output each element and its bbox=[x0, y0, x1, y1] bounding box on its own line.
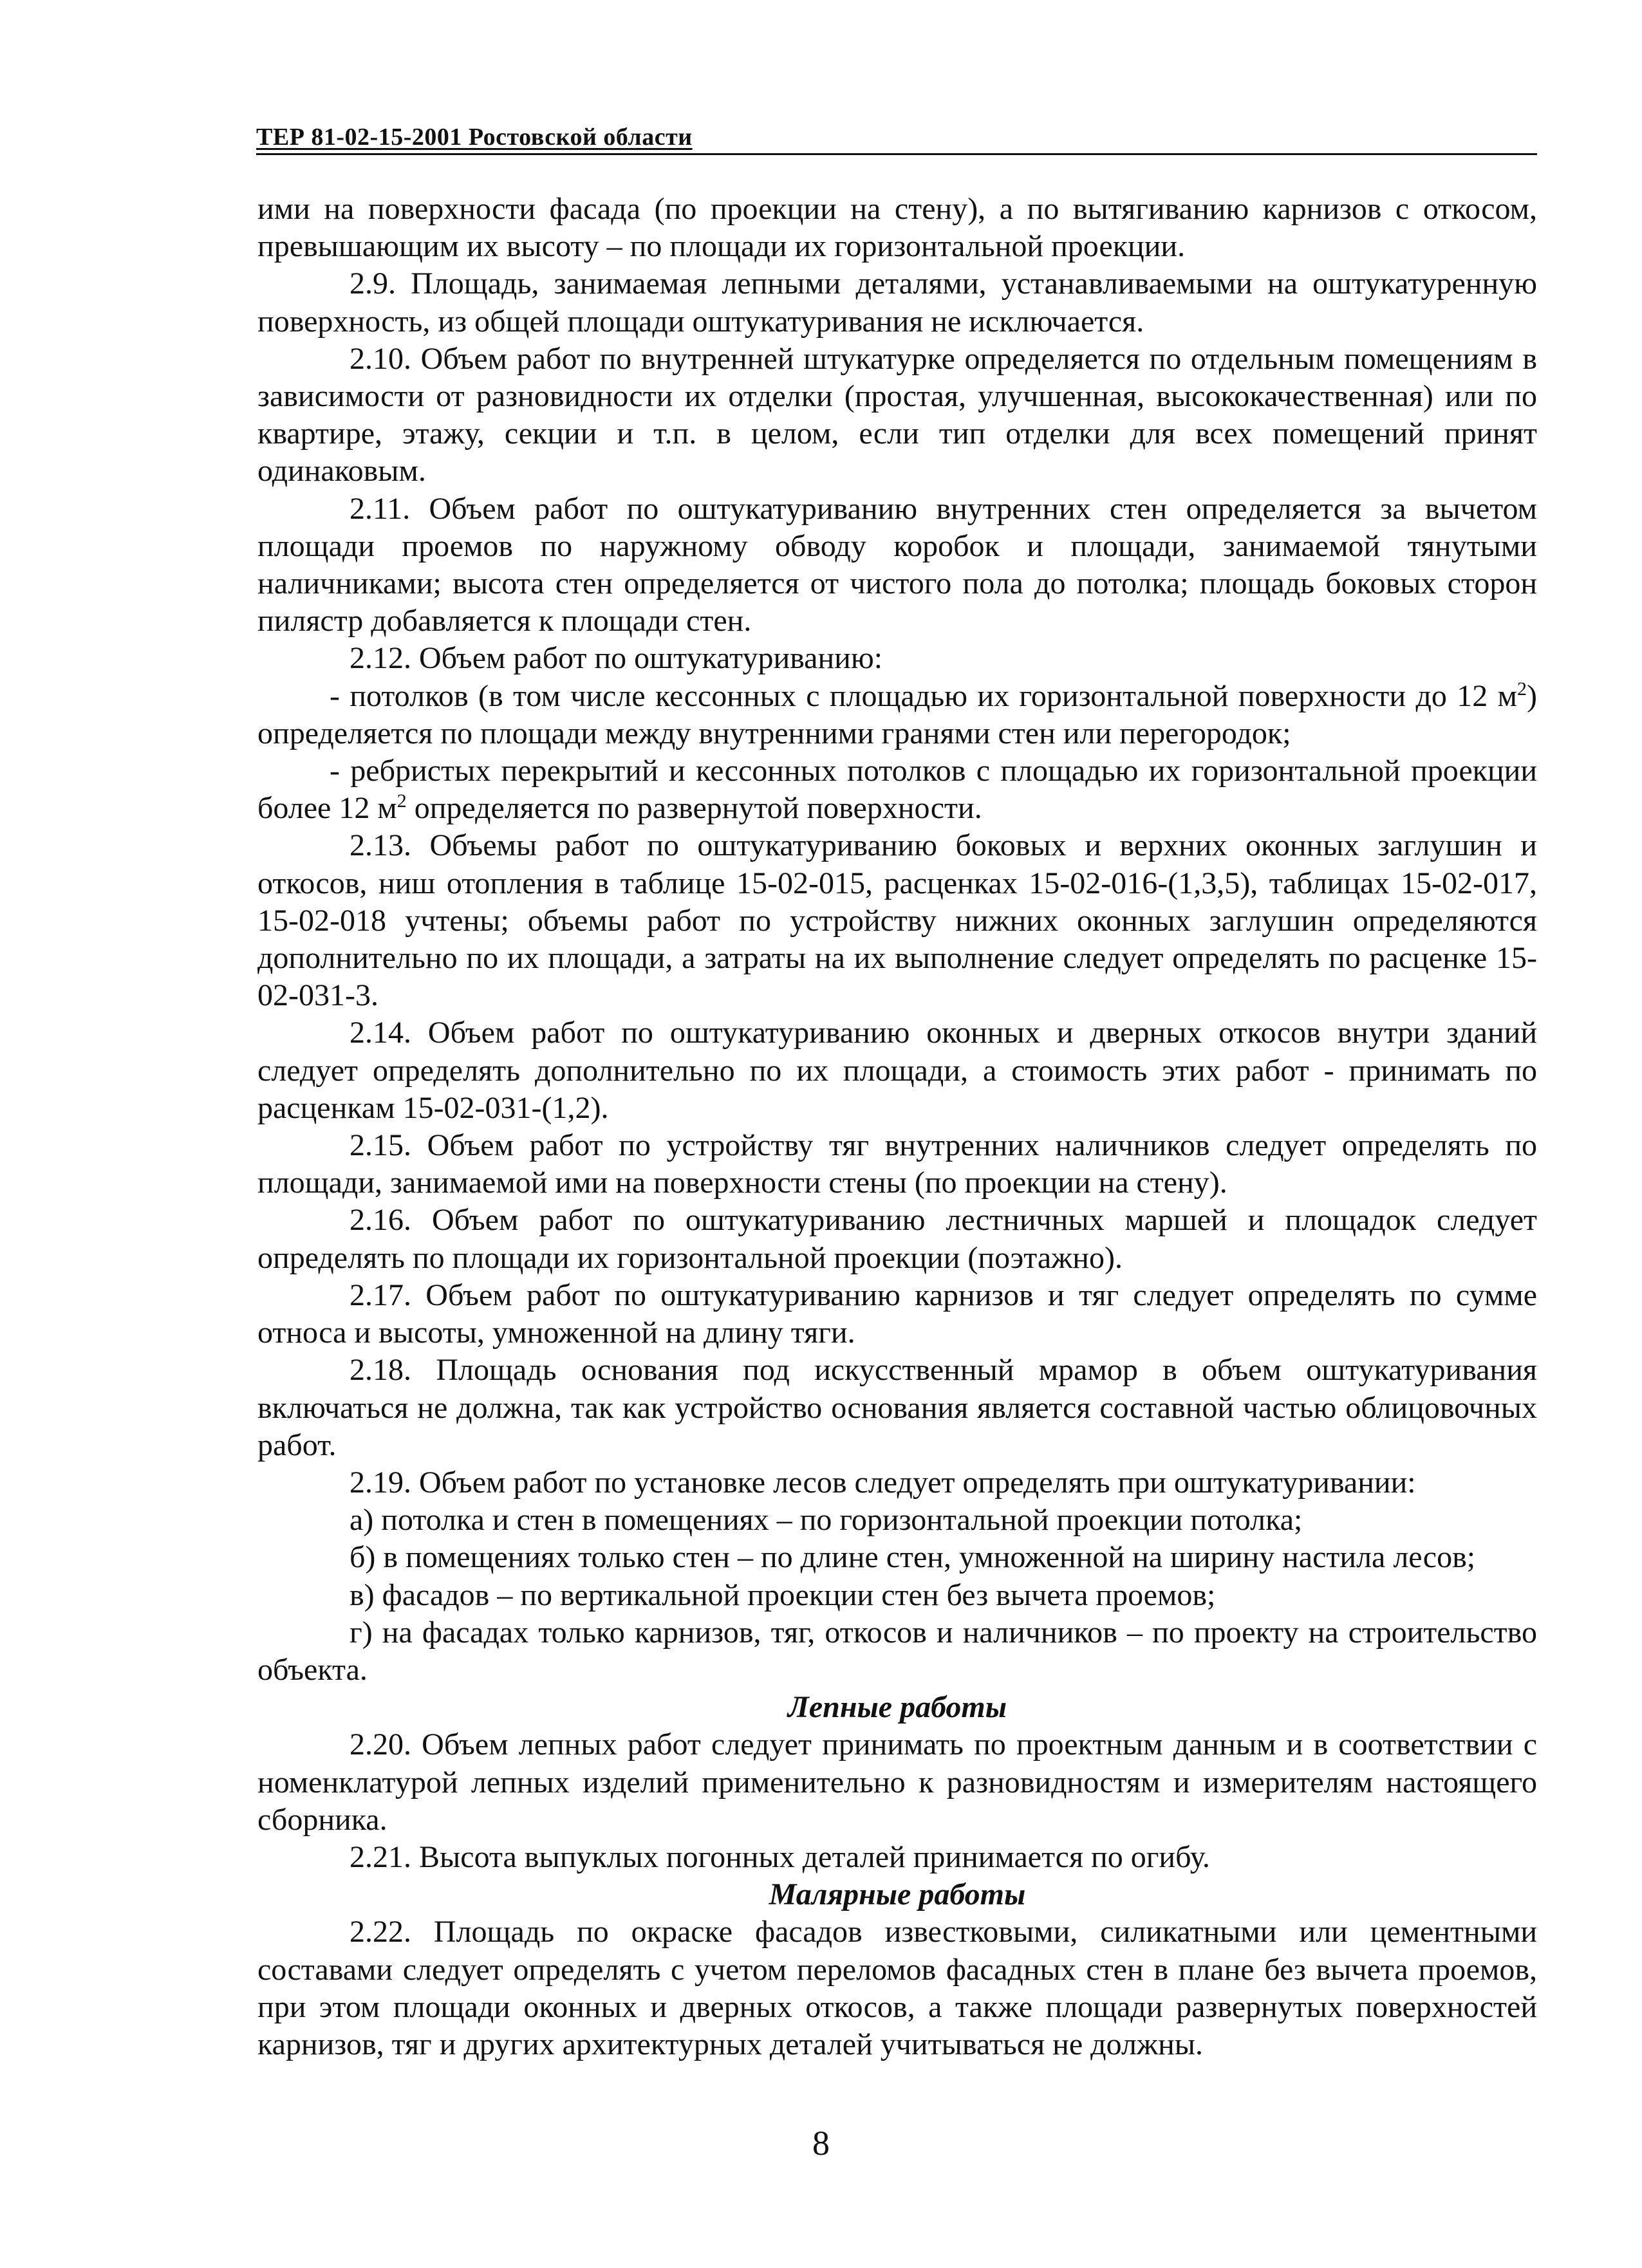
text-segment: определяется по развернутой поверхности. bbox=[406, 791, 982, 826]
document-body bbox=[257, 191, 1537, 2063]
paragraph-2-12-item-ribbed bbox=[257, 752, 1537, 827]
superscript: 2 bbox=[397, 790, 407, 812]
paragraph-2-12: 2.12. Объем работ по оштукатуриванию: bbox=[350, 641, 883, 676]
paragraph-2-18: 2.18. Площадь основания под искусственный мрамор в объем оштукатуривания включаться не должна, так как устройство основания является составной частью облицовочных работ. bbox=[257, 1353, 1537, 1462]
header-title: ТЕР 81-02-15-2001 Ростовской области bbox=[256, 124, 693, 151]
paragraph-2-19-item-a: а) потолка и стен в помещениях – по горизонтальной проекции потолка; bbox=[350, 1503, 1303, 1538]
paragraph-2-19-item-v: в) фасадов – по вертикальной проекции стен без вычета проемов; bbox=[350, 1577, 1216, 1612]
running-header bbox=[256, 122, 1537, 155]
paragraph-2-12-item-ceilings bbox=[257, 678, 1537, 752]
paragraph-2-11: 2.11. Объем работ по оштукатуриванию внутренних стен определяется за вычетом площади проемов по наружному обводу коробок и площади, занимаемой тянутыми наличниками; высота стен определяется от чистого пола до потолка; площадь боковых сторон пилястр добавляется к площади стен. bbox=[257, 491, 1537, 638]
paragraph-2-22: 2.22. Площадь по окраске фасадов известковыми, силикатными или цементными составами следует определять с учетом переломов фасадных стен в плане без вычета проемов, при этом площади оконных и дверных откосов, а также площади развернутых поверхностей карнизов, тяг и других архитектурных деталей учитываться не должны. bbox=[257, 1915, 1537, 2061]
paragraph-2-13: 2.13. Объемы работ по оштукатуриванию боковых и верхних оконных заглушин и откосов, ниш отопления в таблице 15-02-015, расценках 15-02-016-(1,3,5), таблицах 15-02-017, 15-02-018 учтены; объемы работ по устройству нижних оконных заглушин определяются дополнительно по их площади, а затраты на их выполнение следует определять по расценке 15-02-031-3. bbox=[257, 828, 1537, 1013]
paragraph-2-14: 2.14. Объем работ по оштукатуриванию оконных и дверных откосов внутри зданий следует определять дополнительно по их площади, а стоимость этих работ - принимать по расценкам 15-02-031-(1,2). bbox=[257, 1016, 1537, 1125]
paragraph-2-19: 2.19. Объем работ по установке лесов следует определять при оштукатуривании: bbox=[350, 1465, 1416, 1500]
page-number: 8 bbox=[812, 2124, 830, 2162]
paragraph-2-19-item-b: б) в помещениях только стен – по длине стен, умноженной на ширину настила лесов; bbox=[350, 1540, 1476, 1575]
paragraph-2-15: 2.15. Объем работ по устройству тяг внутренних наличников следует определять по площади, занимаемой ими на поверхности стены (по проекции на стену). bbox=[257, 1128, 1537, 1200]
text-segment: - потолков (в том числе кессонных с площадью их горизонтальной поверхности до 12 м bbox=[330, 678, 1518, 713]
paragraph-continuation: ими на поверхности фасада (по проекции на стену), а по вытягиванию карнизов с откосом, превышающим их высоту – по площади их горизонтальной проекции. bbox=[257, 192, 1537, 264]
superscript: 2 bbox=[1517, 678, 1527, 700]
paragraph-2-9: 2.9. Площадь, занимаемая лепными деталями, устанавливаемыми на оштукатуренную поверхность, из общей площади оштукатуривания не исключается. bbox=[257, 266, 1537, 339]
paragraph-2-21: 2.21. Высота выпуклых погонных деталей принимается по огибу. bbox=[350, 1839, 1210, 1874]
section-heading-malyarnye: Малярные работы bbox=[769, 1877, 1026, 1912]
paragraph-2-20: 2.20. Объем лепных работ следует принимать по проектным данным и в соответствии с номенклатурой лепных изделий применительно к разновидностям и измерителям настоящего сборника. bbox=[257, 1727, 1537, 1837]
paragraph-2-17: 2.17. Объем работ по оштукатуриванию карнизов и тяг следует определять по сумме относа и высоты, умноженной на длину тяги. bbox=[257, 1278, 1537, 1350]
section-heading-lepnye: Лепные работы bbox=[787, 1690, 1007, 1725]
text-segment: ) определяется по площади между внутренними гранями стен или перегородок; bbox=[257, 678, 1537, 750]
paragraph-2-19-item-g: г) на фасадах только карнизов, тяг, откосов и наличников – по проекту на строительство объекта. bbox=[257, 1615, 1537, 1687]
paragraph-2-10: 2.10. Объем работ по внутренней штукатурке определяется по отдельным помещениям в зависимости от разновидности их отделки (простая, улучшенная, высококачественная) или по квартире, этажу, секции и т.п. в целом, если тип отделки для всех помещений принят одинаковым. bbox=[257, 341, 1537, 488]
paragraph-2-16: 2.16. Объем работ по оштукатуриванию лестничных маршей и площадок следует определять по площади их горизонтальной проекции (поэтажно). bbox=[257, 1203, 1537, 1275]
text-segment: - ребристых перекрытий и кессонных потолков с площадью их горизонтальной проекции более 12 м bbox=[257, 754, 1537, 826]
